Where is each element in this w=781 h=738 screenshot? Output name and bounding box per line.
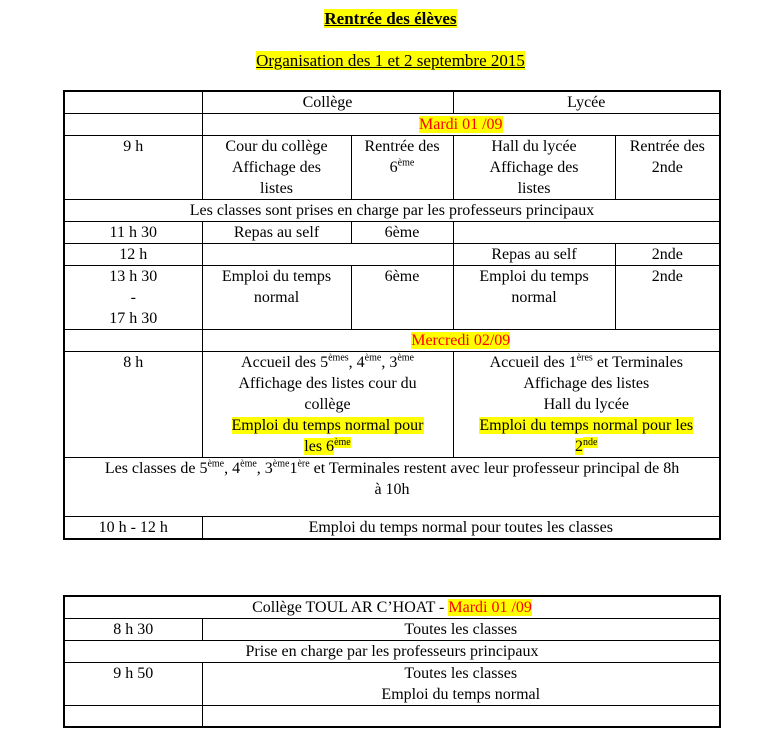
table-row-13h30 xyxy=(64,266,720,330)
cell-college-class: 6ème xyxy=(351,222,453,244)
cell-all-classes: Emploi du temps normal pour toutes les classes xyxy=(202,517,720,540)
table-row-11h30 xyxy=(64,222,720,244)
table-row-10h12h xyxy=(64,517,720,540)
cell-empty xyxy=(64,91,202,114)
cell-lycee-class: 2nde xyxy=(615,266,720,330)
schedule-table xyxy=(63,90,721,540)
cell-lycee-place: Repas au self xyxy=(453,244,615,266)
cell-empty xyxy=(202,706,720,727)
table-row-mercredi xyxy=(64,330,720,352)
cell-college-class: 6ème xyxy=(351,266,453,330)
cell-note-prise: Prise en charge par les professeurs principaux xyxy=(64,641,720,663)
cell-college-class: Rentrée des 6ème xyxy=(351,136,453,200)
cell-time: 12 h xyxy=(64,244,202,266)
cell-time: 9 h xyxy=(64,136,202,200)
cell-college-empty xyxy=(202,244,453,266)
column-header-lycee: Lycée xyxy=(453,91,720,114)
table-row-8h xyxy=(64,352,720,458)
cell-lycee-accueil: Accueil des 1ères et Terminales Affichage des listes Hall du lycée Emploi du temps normal pour les 2nde xyxy=(453,352,720,458)
cell-time: 10 h - 12 h xyxy=(64,517,202,540)
table-row-8h30 xyxy=(64,619,720,641)
table-row-note xyxy=(64,200,720,222)
table-row-reste-note xyxy=(64,458,720,517)
cell-table-title: Collège TOUL AR C’HOAT - Mardi 01 /09 xyxy=(64,596,720,619)
cell-time: 9 h 50 xyxy=(64,663,202,706)
cell-college-accueil: Accueil des 5èmes, 4ème, 3ème Affichage des listes cour du collège Emploi du temps normal pour les 6ème xyxy=(202,352,453,458)
cell-time: 13 h 30 - 17 h 30 xyxy=(64,266,202,330)
cell-college-place: Repas au self xyxy=(202,222,351,244)
toul-ar-choat-table xyxy=(63,595,721,728)
table-row-12h xyxy=(64,244,720,266)
cell-empty xyxy=(64,330,202,352)
date-header-mercredi: Mercredi 02/09 xyxy=(202,330,720,352)
table-row-9h xyxy=(64,136,720,200)
date-header-mardi: Mardi 01 /09 xyxy=(202,114,720,136)
table-row-title xyxy=(64,596,720,619)
cell-college-place: Emploi du temps normal xyxy=(202,266,351,330)
cell-lycee-empty xyxy=(453,222,720,244)
cell-empty xyxy=(64,706,202,727)
column-header-college: Collège xyxy=(202,91,453,114)
cell-note-prise-en-charge: Les classes sont prises en charge par les professeurs principaux xyxy=(64,200,720,222)
table-row-mardi xyxy=(64,114,720,136)
page-subtitle: Organisation des 1 et 2 septembre 2015 xyxy=(256,51,525,70)
cell-lycee-class: 2nde xyxy=(615,244,720,266)
cell-content: Toutes les classes Emploi du temps normal xyxy=(202,663,720,706)
page-title: Rentrée des élèves xyxy=(324,9,457,28)
cell-college-place: Cour du collège Affichage des listes xyxy=(202,136,351,200)
cell-empty xyxy=(64,114,202,136)
table-row-9h50 xyxy=(64,663,720,706)
cell-content: Toutes les classes xyxy=(202,619,720,641)
cell-time: 8 h xyxy=(64,352,202,458)
cell-time: 8 h 30 xyxy=(64,619,202,641)
table-row-prise xyxy=(64,641,720,663)
cell-lycee-place: Emploi du temps normal xyxy=(453,266,615,330)
table-row-empty xyxy=(64,706,720,727)
cell-lycee-class: Rentrée des 2nde xyxy=(615,136,720,200)
cell-note-reste: Les classes de 5ème, 4ème, 3ème1ère et Terminales restent avec leur professeur principal de 8h à 10h xyxy=(64,458,720,517)
cell-lycee-place: Hall du lycée Affichage des listes xyxy=(453,136,615,200)
table-row-header xyxy=(64,91,720,114)
cell-time: 11 h 30 xyxy=(64,222,202,244)
